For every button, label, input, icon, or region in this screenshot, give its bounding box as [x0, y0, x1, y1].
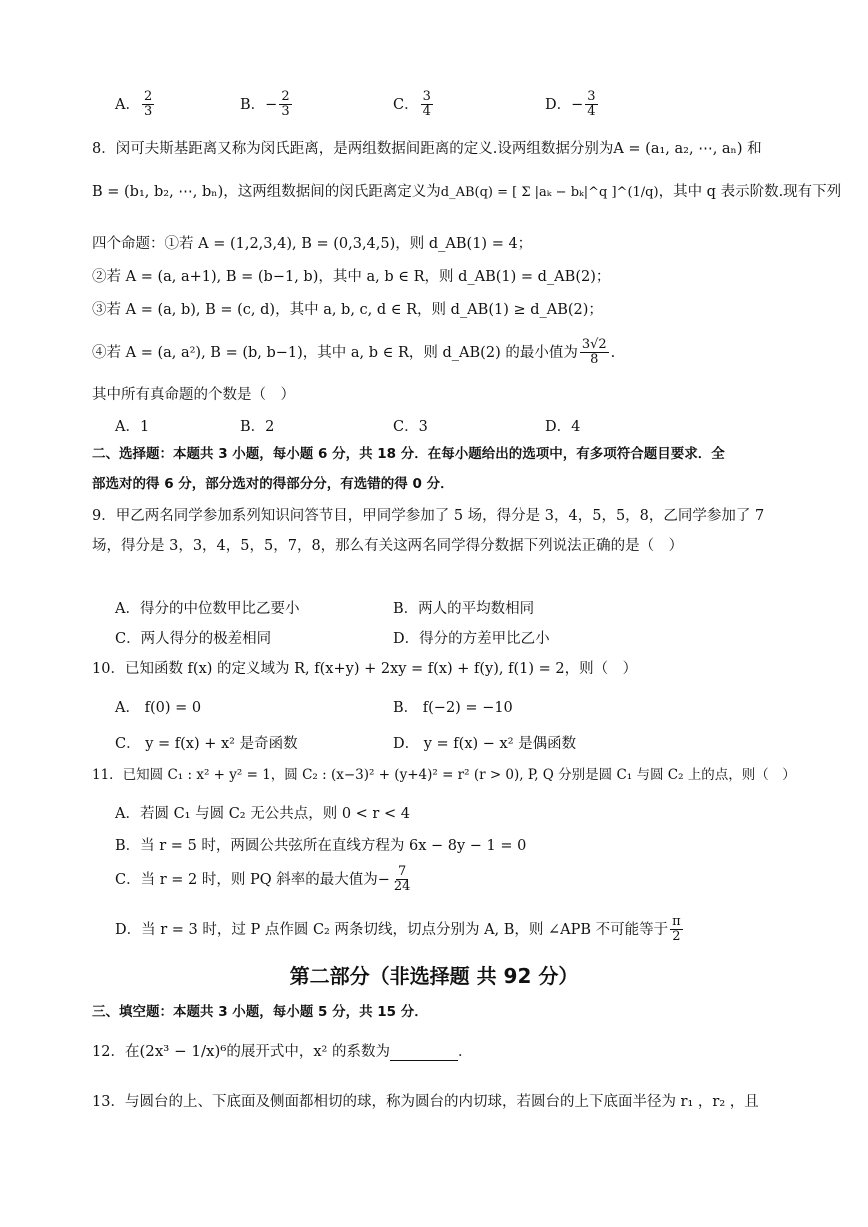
q13-line1: 13．与圆台的上、下底面及侧面都相切的球，称为圆台的内切球，若圆台的上下底面半径为 r₁ ，r₂ ，且 [92, 1094, 759, 1110]
q11-option-c: C．当 r = 2 时，则 PQ 斜率的最大值为− $\frac{7}{24}$ [115, 864, 411, 895]
q8-option-a: A．1 [115, 419, 150, 435]
q8-option-c: C．3 [393, 419, 428, 435]
q8-option-b: B．2 [240, 419, 275, 435]
q9-line2: 场，得分是 3，3，4，5，5，7，8，那么有关这两名同学得分数据下列说法正确的是（ ） [92, 538, 684, 554]
q8-option-d: D．4 [545, 419, 581, 435]
q8-question: 其中所有真命题的个数是（ ） [92, 387, 295, 403]
q8-line2: B = (b₁, b₂, ⋯, bₙ)，这两组数据间的闵氏距离定义为d_AB(q) = [ Σ |aₖ − bₖ|^q ]^(1/q)，其中 q 表示阶数.现有下列 [92, 184, 842, 200]
section2-heading-line2: 部选对的得 6 分，部分选对的得部分分，有选错的得 0 分． [92, 476, 454, 492]
q7-option-d: D．− $\frac{3}{4}$ [545, 89, 596, 120]
q7-option-b: B．− $\frac{2}{3}$ [240, 89, 290, 120]
q10-option-d: D． y = f(x) − x² 是偶函数 [393, 736, 577, 752]
q8-proposition-1: 四个命题：①若 A = (1,2,3,4), B = (0,3,4,5)，则 d_AB(1) = 4； [92, 236, 533, 252]
q9-option-b: B．两人的平均数相同 [393, 601, 535, 617]
q11-option-d: D．当 r = 3 时，过 P 点作圆 C₂ 两条切线，切点分别为 A, B，则 ∠APB 不可能等于 $\frac{\pi}{2}$ [115, 914, 681, 945]
q8-proposition-3: ③若 A = (a, b), B = (c, d)，其中 a, b, c, d ∈ R，则 d_AB(1) ≥ d_AB(2)； [92, 302, 603, 318]
q12-answer-blank[interactable] [390, 1046, 458, 1061]
q11-option-b: B．当 r = 5 时，两圆公共弦所在直线方程为 6x − 8y − 1 = 0 [115, 838, 527, 854]
q8-proposition-2: ②若 A = (a, a+1), B = (b−1, b)，其中 a, b ∈ R，则 d_AB(1) = d_AB(2)； [92, 269, 611, 285]
section3-heading: 三、填空题：本题共 3 小题，每小题 5 分，共 15 分． [92, 1004, 428, 1020]
q11-stem: 11．已知圆 C₁ : x² + y² = 1，圆 C₂ : (x−3)² + (y+4)² = r² (r > 0), P, Q 分别是圆 C₁ 与圆 C₂ 上的点，则（ ） [92, 767, 796, 783]
q7-option-c: C． $\frac{3}{4}$ [393, 89, 431, 120]
q9-option-c: C．两人得分的极差相同 [115, 631, 272, 647]
q8-proposition-4: ④若 A = (a, a²), B = (b, b−1)，其中 a, b ∈ R，则 d_AB(2) 的最小值为 $\frac{3√2}{8}$ . [92, 337, 616, 368]
q12-line: 12．在(2x³ − 1/x)⁶的展开式中，x² 的系数为 ． [92, 1042, 473, 1060]
q10-option-b: B． f(−2) = −10 [393, 700, 513, 716]
part2-title: 第二部分（非选择题 共 92 分） [289, 964, 579, 988]
q9-option-a: A．得分的中位数甲比乙要小 [115, 601, 300, 617]
section2-heading-line1: 二、选择题：本题共 3 小题，每小题 6 分，共 18 分．在每小题给出的选项中，有多项符合题目要求．全 [92, 446, 725, 462]
q7-option-a: A． $\frac{2}{3}$ [115, 89, 153, 120]
q9-option-d: D．得分的方差甲比乙小 [393, 631, 550, 647]
q10-option-c: C． y = f(x) + x² 是奇函数 [115, 736, 298, 752]
q9-line1: 9．甲乙两名同学参加系列知识问答节目，甲同学参加了 5 场，得分是 3，4，5，5，8，乙同学参加了 7 [92, 508, 765, 524]
q8-line1: 8．闵可夫斯基距离又称为闵氏距离，是两组数据间距离的定义.设两组数据分别为A = (a₁, a₂, ⋯, aₙ) 和 [92, 141, 762, 157]
q10-option-a: A． f(0) = 0 [115, 700, 202, 716]
q11-option-a: A．若圆 C₁ 与圆 C₂ 无公共点，则 0 < r < 4 [115, 806, 410, 822]
q10-stem: 10．已知函数 f(x) 的定义域为 R, f(x+y) + 2xy = f(x) + f(y), f(1) = 2，则（ ） [92, 661, 638, 677]
